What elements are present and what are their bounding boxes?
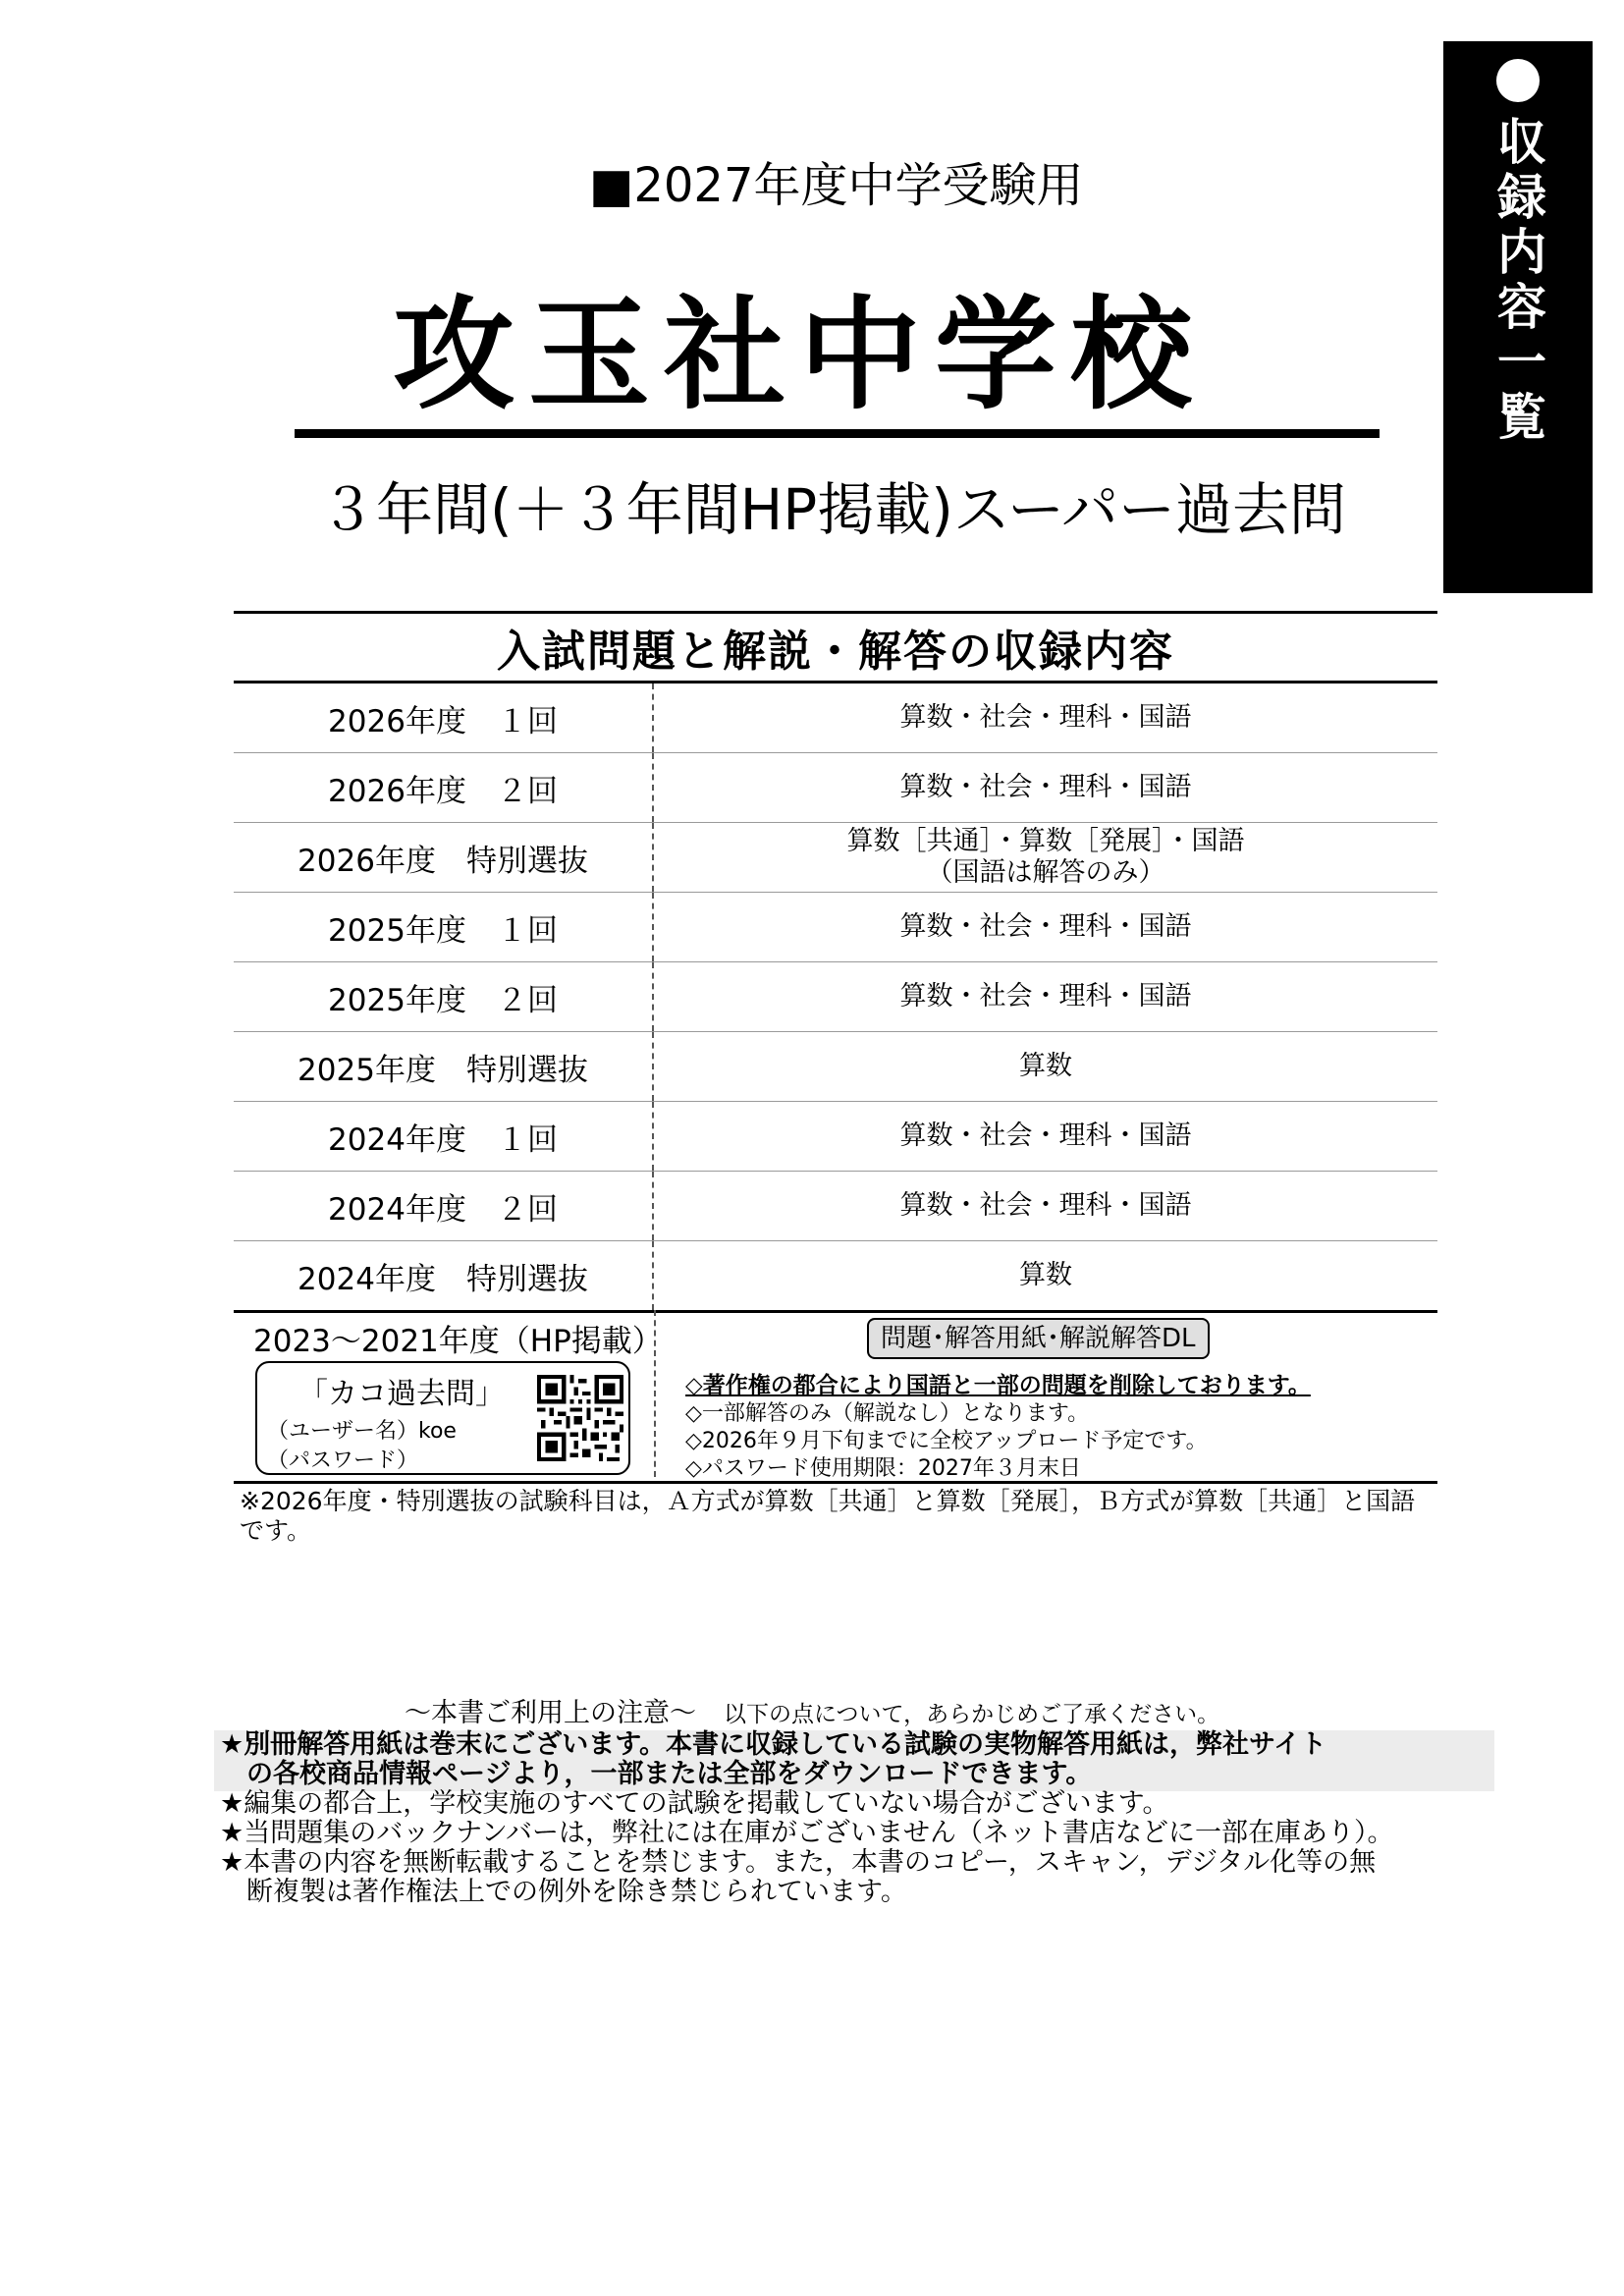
table-row (234, 893, 1437, 962)
subjects-text: 算数・社会・理科・国語 (899, 980, 1192, 1011)
subjects-text: 算数・社会・理科・国語 (899, 701, 1192, 733)
subjects-cell (654, 1102, 1437, 1171)
contents-heading: 入試問題と解説・解答の収録内容 (497, 627, 1174, 677)
usage-note: ★別冊解答用紙は巻末にございます。本書に収録している試験の実物解答用紙は，弊社サイト (220, 1729, 1327, 1760)
side-tab-label: 収録内容一覧 (1489, 116, 1546, 446)
subjects-text: 算数・社会・理科・国語 (899, 1189, 1192, 1221)
side-tab (1443, 41, 1593, 593)
subjects-text: 算数 (1019, 1050, 1072, 1081)
usage-subtitle: 以下の点について，あらかじめご了承ください。 (724, 1702, 1220, 1727)
kako-username: （ユーザー名）koe (267, 1419, 457, 1444)
download-badge: 問題･解答用紙･解説解答DL (867, 1318, 1210, 1359)
subjects-cell (654, 1241, 1437, 1310)
exam-cell: 2026年度 ２回 (234, 753, 654, 822)
kako-service-name: 「カコ過去問」 (298, 1377, 505, 1411)
usage-note: の各校商品情報ページより，一部または全部をダウンロードできます。 (220, 1759, 1093, 1789)
kako-login-box (255, 1361, 630, 1475)
exam-cell: 2024年度 １回 (234, 1102, 654, 1171)
subjects-text: 算数・社会・理科・国語 (899, 910, 1192, 942)
kako-password: （パスワード） (267, 1449, 419, 1473)
exam-year-subtitle: ■2027年度中学受験用 (589, 158, 1084, 213)
table-row (234, 962, 1437, 1032)
subjects-cell (654, 753, 1437, 822)
table-row (234, 1032, 1437, 1102)
column-divider (654, 1310, 656, 1477)
bullet-dot-icon (1496, 59, 1540, 102)
usage-title: ～本書ご利用上の注意～ (405, 1698, 696, 1728)
hp-note: ◇2026年９月下旬までに全校アップロード予定です。 (685, 1429, 1208, 1453)
school-name: 攻玉社中学校 (393, 285, 1207, 426)
exam-cell: 2025年度 ２回 (234, 962, 654, 1031)
exam-cell: 2025年度 特別選抜 (234, 1032, 654, 1101)
subjects-cell (654, 893, 1437, 961)
table-row (234, 1241, 1437, 1310)
qr-code-icon[interactable] (537, 1375, 623, 1461)
contents-table (234, 611, 1437, 1313)
subjects-note: （国語は解答のみ） (926, 857, 1165, 888)
exam-subject-footnote: ※2026年度・特別選抜の試験科目は，Ａ方式が算数［共通］と算数［発展］，Ｂ方式が算数［共通］と国語です。 (240, 1487, 1416, 1545)
usage-note: ★本書の内容を無断転載することを禁じます。また，本書のコピー，スキャン，デジタル化等の無 (220, 1847, 1377, 1878)
usage-note: 断複製は著作権法上での例外を除き禁じられています。 (220, 1877, 907, 1907)
exam-cell: 2025年度 １回 (234, 893, 654, 961)
hp-note: ◇著作権の都合により国語と一部の問題を削除しております。 (685, 1373, 1311, 1398)
usage-note: ★当問題集のバックナンバーは，弊社には在庫がございません（ネット書店などに一部在庫あり）。 (220, 1818, 1394, 1848)
exam-cell: 2024年度 ２回 (234, 1172, 654, 1240)
exam-cell: 2026年度 １回 (234, 683, 654, 752)
subjects-cell (654, 962, 1437, 1031)
subjects-text: 算数［共通］・算数［発展］・国語 (846, 825, 1245, 856)
usage-note: ★編集の都合上，学校実施のすべての試験を掲載していない場合がございます。 (220, 1788, 1169, 1819)
hp-note: ◇パスワード使用期限：2027年３月末日 (685, 1456, 1081, 1481)
table-row (234, 823, 1437, 893)
subjects-cell (654, 823, 1437, 892)
book-title: ３年間(＋３年間HP掲載)スーパー過去問 (319, 476, 1347, 543)
table-row (234, 1172, 1437, 1241)
table-row (234, 1102, 1437, 1172)
table-row (234, 683, 1437, 753)
subjects-cell (654, 683, 1437, 752)
exam-cell: 2026年度 特別選抜 (234, 823, 654, 892)
subjects-text: 算数・社会・理科・国語 (899, 771, 1192, 802)
subjects-cell (654, 1172, 1437, 1240)
subjects-text: 算数・社会・理科・国語 (899, 1120, 1192, 1151)
subjects-text: 算数 (1019, 1259, 1072, 1290)
subjects-cell (654, 1032, 1437, 1101)
usage-notes-heading (405, 1691, 1219, 1729)
hp-note: ◇一部解答のみ（解説なし）となります。 (685, 1401, 1090, 1426)
exam-cell: 2024年度 特別選抜 (234, 1241, 654, 1310)
hp-years-label: 2023～2021年度（HP掲載） (253, 1324, 663, 1359)
hp-download-section (234, 1310, 1437, 1482)
table-row (234, 753, 1437, 823)
section-bottom-rule (234, 1481, 1437, 1484)
title-rule (295, 429, 1380, 438)
